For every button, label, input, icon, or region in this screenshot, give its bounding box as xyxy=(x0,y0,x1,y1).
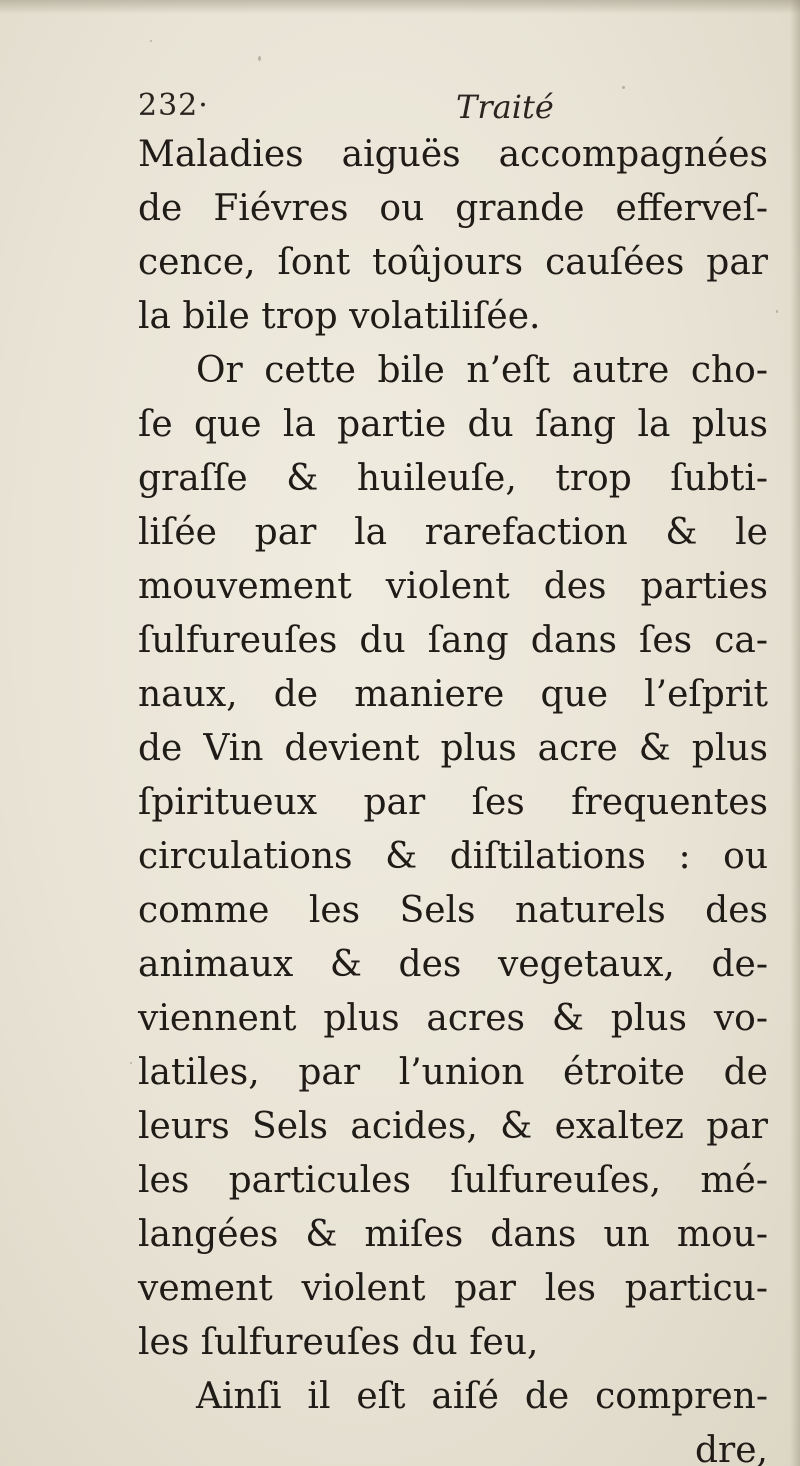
text-line: de Vin devient plus acre & plus xyxy=(138,728,768,769)
text-line: Or cette bile n’eſt autre cho- xyxy=(196,350,768,391)
text-line: vement violent par les particu- xyxy=(138,1268,768,1309)
text-line: ſulfureuſes du ſang dans ſes ca- xyxy=(138,620,768,661)
text-line: langées & miſes dans un mou- xyxy=(138,1214,768,1255)
page-gutter-shadow xyxy=(790,0,800,1466)
page-number: 232· xyxy=(138,88,209,123)
page-top-shadow xyxy=(0,0,800,14)
body-text xyxy=(138,128,768,1466)
text-line: comme les Sels naturels des xyxy=(138,890,768,931)
text-line: la bile trop volatiliſée. xyxy=(138,296,541,337)
running-head xyxy=(138,88,758,128)
text-line: liſée par la rarefaction & le xyxy=(138,512,768,553)
text-line: de Fiévres ou grande efferveſ- xyxy=(138,188,768,229)
text-line: circulations & diſtilations : ou xyxy=(138,836,768,877)
catchword: dre, xyxy=(694,1430,768,1466)
paper-speck xyxy=(258,56,261,61)
text-line: animaux & des vegetaux, de- xyxy=(138,944,768,985)
text-line: cence, ſont toûjours cauſées par xyxy=(138,242,768,283)
text-line: naux, de maniere que l’eſprit xyxy=(138,674,768,715)
text-line: graſſe & huileuſe, trop ſubti- xyxy=(138,458,768,499)
running-title: Traité xyxy=(456,88,554,126)
paper-speck xyxy=(150,40,152,42)
paper-speck xyxy=(130,1062,132,1064)
text-line: les ſulfureuſes du feu, xyxy=(138,1322,539,1363)
text-line: latiles, par l’union étroite de xyxy=(138,1052,768,1093)
text-line: leurs Sels acides, & exaltez par xyxy=(138,1106,768,1147)
text-line: ſpiritueux par ſes frequentes xyxy=(138,782,768,823)
paper-speck xyxy=(622,86,625,89)
paper-speck xyxy=(776,310,778,313)
text-line: Ainſi il eſt aiſé de compren- xyxy=(196,1376,768,1417)
text-line: mouvement violent des parties xyxy=(138,566,768,607)
text-line: Maladies aiguës accompagnées xyxy=(138,134,768,175)
text-line: ſe que la partie du ſang la plus xyxy=(138,404,768,445)
text-line: viennent plus acres & plus vo- xyxy=(138,998,768,1039)
text-line: les particules ſulfureuſes, mé- xyxy=(138,1160,768,1201)
